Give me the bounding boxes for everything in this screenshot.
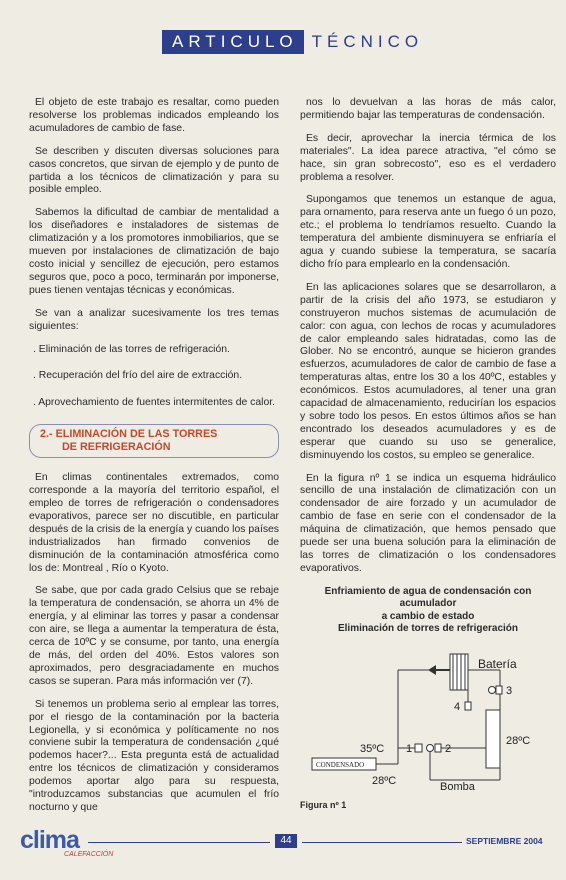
clima-logo: clima [20, 826, 79, 854]
section-header [162, 30, 431, 54]
section-heading-line1: 2.- ELIMINACIÓN DE LAS TORRES [40, 428, 218, 441]
list-item: . Eliminación de las torres de refrigeración. [33, 343, 230, 355]
figure-title [300, 586, 556, 636]
hydraulic-diagram [300, 640, 556, 800]
label-28-bottom: 28ºC [372, 775, 397, 787]
paragraph: El objeto de este trabajo es resaltar, como pueden resolverse los problemas indicados empleando los acumuladores de cambio de fase. [29, 97, 279, 134]
valve-2-icon [427, 745, 434, 752]
label-bateria: Batería [478, 657, 517, 671]
label-35: 35ºC [360, 743, 385, 755]
page-footer [0, 826, 566, 856]
paragraph: En climas continentales extremados, como corresponde a la mayoría del territorio español, el empleo de torres de refrigeración o condensadores evaporativos, parece ser no discutible, en particular después de la crisis de la energía y cuando los países industrializados han firmado convenios de disminución de la contaminación atmosférica como los de: Montreal , Río o Kyoto. [29, 472, 279, 574]
paragraph: Supongamos que tenemos un estanque de agua, para ornamento, para reserva ante un fuego ó un pozo, etc.; el problema lo tendríamos resuelto. Cuando la temperatura del ambiente disminuyera se enfriaría el agua y cuando subiese la temperatura, se sacaría dicho frío para emplearlo en la condensación. [300, 194, 556, 270]
list-item: . Aprovechamiento de fuentes intermitentes de calor. [33, 397, 276, 409]
figure-title-line1: Enfriamiento de agua de condensación con acumulador [324, 585, 532, 610]
label-3: 3 [506, 685, 513, 697]
paragraph: Se sabe, que por cada grado Celsius que se rebaje la temperatura de condensación, se ahorra un 4% de energía, y al eliminar las torres y pasar a condensar con aire, se llega a aumentar la temperatura de ésta, cerca de 10ºC y se consume, por tanto, una energía de más, del orden del 40%. Estos valores son aproximados, pero desgraciadamente en muchos casos se superan. Para más información ver (7). [29, 585, 279, 687]
label-bomba: Bomba [440, 781, 475, 793]
left-column [29, 97, 279, 825]
label-1: 1 [406, 743, 413, 755]
arrow-left-icon [428, 665, 436, 675]
paragraph: Es decir, aprovechar la inercia térmica de los materiales". La idea parece atractiva, "el cómo se hace, sin gran sobrecosto", eso es el verdadero problema a resolver. [300, 132, 556, 183]
page-number: 44 [275, 834, 297, 848]
valve-1-icon [415, 744, 422, 752]
paragraph: Se describen y discuten diversas soluciones para casos concretos, que sirvan de ejemplo y de punto de partida a los técnicos de climatización y para su posible empleo. [29, 145, 279, 196]
valve-3-icon [489, 687, 496, 694]
header-tecnico: TÉCNICO [311, 32, 424, 51]
figure-label: Figura nº 1 [300, 800, 347, 810]
section-heading [29, 424, 279, 458]
paragraph: En las aplicaciones solares que se desarrollaron, a partir de la crisis del año 1973, se estudiaron y construyeron muchos sistemas de acumulación de calor: con agua, con lechos de rocas y acumuladores de calor empleando sales hidratadas, como las de Glober. No se encontró, aunque se hicieron grandes esfuerzos, acumuladores de calor de cambio de fase a temperaturas altas, entre los 30 a los 40ºC, estables y económicos. Estos acumuladores, al tener una gran capacidad de almacenamiento, reducirían los espacios y sobre todo los pesos. En estos últimos años se han encontrado los deseados acumuladores y es de esperar que cuando su uso se generalice, disminuyendo los costos, su empleo se generalice. [300, 281, 556, 461]
footer-rule-left [88, 842, 270, 843]
paragraph: nos lo devuelvan a las horas de más calor, permitiendo bajar las temperaturas de condensación. [300, 97, 556, 121]
footer-rule-right [302, 842, 462, 843]
figure-title-line2: a cambio de estado [381, 610, 475, 622]
label-condensado: CONDENSADO [316, 761, 365, 769]
right-column [300, 97, 556, 642]
paragraph: Se van a analizar sucesivamente los tres temas siguientes: [29, 307, 279, 332]
issue-date: SEPTIEMBRE 2004 [466, 836, 543, 846]
valve-4-icon [465, 702, 471, 710]
accumulator-tank-icon [486, 710, 500, 768]
label-28-tank: 28ºC [506, 735, 531, 747]
section-heading-line2: DE REFRIGERACIÓN [62, 441, 171, 454]
header-articulo: ARTICULO [162, 30, 304, 54]
label-4: 4 [454, 701, 461, 713]
paragraph: Si tenemos un problema serio al emplear las torres, por el riesgo de la contaminación por la bacteria Legionella, y si económica y políticamente no nos conviene subir la temperatura de condensación ¿qué podemos hacer?... Esta pregunta está de actualidad entre los técnicos de climatización y consideramos podemos aportar algo para su respuesta, "introduzcamos substancias que acumulen el frío nocturno y que [29, 698, 279, 813]
topic-list [29, 344, 279, 411]
list-item: . Recuperación del frío del aire de extracción. [33, 370, 243, 382]
label-2: 2 [445, 743, 452, 755]
logo-subtitle: CALEFACCIÓN [64, 851, 114, 858]
paragraph: Sabemos la dificultad de cambiar de mentalidad a los diseñadores e instaladores de sistemas de climatización y a los promotores inmobiliarios, que se mueven por instalaciones de climatización de bajo costo inicial y sencillez de ejecución, pero estamos seguros que, poco a poco, terminarán por imponerse, pues tienen ventajas técnicas y económicas. [29, 207, 279, 296]
paragraph: En la figura nº 1 se indica un esquema hidráulico sencillo de una instalación de climatización con un condensador de aire forzado y un acumulador de cambio de fase en serie con el condensador de la máquina de climatización, que hemos pensado que puede ser una buena solución para la eliminación de las torres de climatización o los condensadores evaporativos. [300, 472, 556, 574]
figure-title-line3: Eliminación de torres de refrigeración [337, 623, 519, 635]
